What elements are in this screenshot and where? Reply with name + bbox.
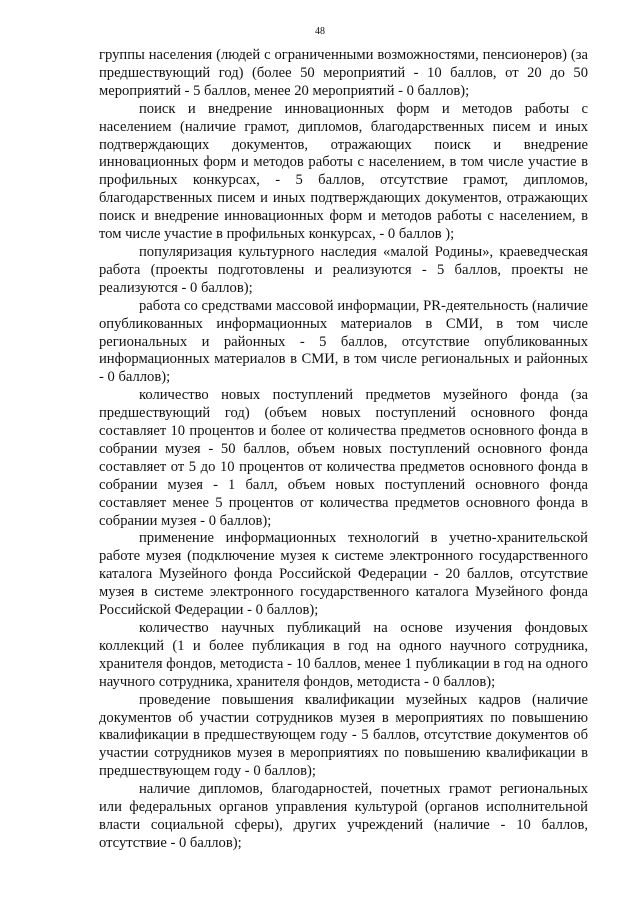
paragraph-media-pr: работа со средствами массовой информации, PR-деятельность (наличие опубликованных информационных материалов в СМИ, в том числе региональных и районных - 5 баллов, отсутствие опубликованных информационных материалов в СМИ, в том числе региональных и районных - 0 баллов);: [99, 297, 588, 386]
paragraph-scientific-publications: количество научных публикаций на основе изучения фондовых коллекций (1 и более публикация в год на одного научного сотрудника, хранителя фондов, методиста - 10 баллов, менее 1 публикации в год на одного научного сотрудника, хранителя фондов, методиста - 0 баллов);: [99, 620, 588, 690]
paragraph-diplomas-awards: наличие дипломов, благодарностей, почетных грамот региональных или федеральных органов управления культурой (органов исполнительной власти социальной сферы), других учреждений (наличие - 10 баллов, отсутствие - 0 баллов);: [99, 781, 588, 851]
page-number: 48: [315, 26, 325, 37]
paragraph-continuation: группы населения (людей с ограниченными возможностями, пенсионеров) (за предшествующий год) (более 50 мероприятий - 10 баллов, от 20 до 50 мероприятий - 5 баллов, менее 20 мероприятий - 0 баллов);: [99, 47, 588, 99]
paragraph-innovative-methods: поиск и внедрение инновационных форм и методов работы с населением (наличие грамот, дипломов, благодарственных писем и иных подтверждающих документов, отражающих поиск и внедрение инновационных форм и методов работы с населением, в том числе участие в профильных конкурсах, - 5 баллов, отсутствие грамот, дипломов, благодарственных писем и иных подтверждающих документов, отражающих поиск и внедрение инновационных форм и методов работы с населением, в том числе участие в профильных конкурсах, - 0 баллов );: [99, 100, 588, 243]
paragraph-new-acquisitions: количество новых поступлений предметов музейного фонда (за предшествующий год) (объем новых поступлений основного фонда составляет 10 процентов и более от количества предметов основного фонда в собрании музея - 50 баллов, объем новых поступлений основного фонда составляет от 5 до 10 процентов от количества предметов основного фонда в собрании музея - 1 балл, объем новых поступлений основного фонда составляет менее 5 процентов от количества предметов основного фонда в собрании музея - 0 баллов);: [99, 387, 588, 529]
paragraph-qualification: проведение повышения квалификации музейных кадров (наличие документов об участии сотрудников музея в мероприятиях по повышению квалификации в предшествующем году - 5 баллов, отсутствие документов об участии сотрудников музея в мероприятиях по повышению квалификации в предшествующем году - 0 баллов);: [99, 691, 588, 780]
paragraph-heritage-popularization: популяризация культурного наследия «малой Родины», краеведческая работа (проекты подготовлены и реализуются - 5 баллов, проекты не реализуются - 0 баллов);: [99, 243, 588, 296]
document-body: [99, 47, 588, 853]
paragraph-information-technologies: применение информационных технологий в учетно-хранительской работе музея (подключение музея к системе электронного государственного каталога Музейного фонда Российской Федерации - 20 баллов, отсутствие музея в системе электронного государственного каталога Музейного фонда Российской Федерации - 0 баллов);: [99, 530, 588, 619]
